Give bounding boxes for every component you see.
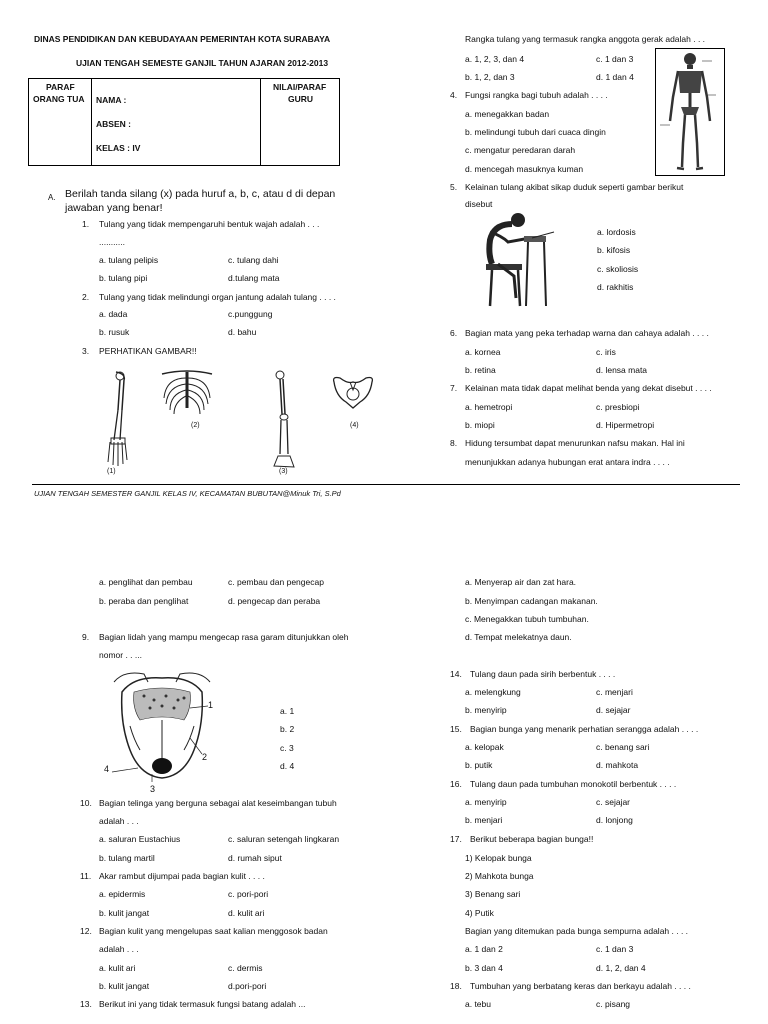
q4-option-c: c. mengatur peredaran darah <box>465 145 576 155</box>
q17-option-d: d. 1, 2, dan 4 <box>596 963 646 973</box>
q11-option-a: a. epidermis <box>99 889 146 899</box>
q7-option-a: a. hemetropi <box>465 402 513 412</box>
q17-number: 17. <box>450 834 462 844</box>
q17-question: Bagian yang ditemukan pada bunga sempurna adalah . . . . <box>465 926 689 936</box>
q14-option-d: d. sejajar <box>596 705 631 715</box>
q14-option-c: c. menjari <box>596 687 633 697</box>
q9-option-c: c. 3 <box>280 743 294 753</box>
q2-option-c: c.punggung <box>228 309 273 319</box>
q9-option-b: b. 2 <box>280 724 295 734</box>
q4-number: 4. <box>450 90 458 100</box>
r-top-text: Rangka tulang yang termasuk rangka anggota gerak adalah . . . <box>465 34 706 44</box>
q17-option-c: c. 1 dan 3 <box>596 944 634 954</box>
footer-text: UJIAN TENGAH SEMESTER GANJIL KELAS IV, KECAMATAN BUBUTAN@Minuk Tri, S.Pd <box>34 489 341 498</box>
q7-number: 7. <box>450 383 458 393</box>
absen-field: ABSEN : <box>96 119 131 129</box>
q9-number: 9. <box>82 632 90 642</box>
q7-option-b: b. miopi <box>465 420 495 430</box>
orang-tua-label: ORANG TUA <box>33 94 85 104</box>
q3-text: PERHATIKAN GAMBAR!! <box>99 346 197 356</box>
q12-text-1: Bagian kulit yang mengelupas saat kalian menggosok badan <box>99 926 328 936</box>
q1-option-c: c. tulang dahi <box>228 255 279 265</box>
q10-text-2: adalah . . . <box>99 816 139 826</box>
q17-text: Berikut beberapa bagian bunga!! <box>470 834 594 844</box>
q18-option-c: c. pisang <box>596 999 631 1009</box>
q2-number: 2. <box>82 292 90 302</box>
fig-label-3: (3) <box>279 468 288 475</box>
q14-option-b: b. menyirip <box>465 705 507 715</box>
q11-option-b: b. kulit jangat <box>99 908 150 918</box>
q10-option-a: a. saluran Eustachius <box>99 834 181 844</box>
q1-option-d: d.tulang mata <box>228 273 280 283</box>
q8-option-c: c. pembau dan pengecap <box>228 577 324 587</box>
leg-bone-figure <box>266 370 300 470</box>
q16-option-c: c. sejajar <box>596 797 631 807</box>
q11-option-c: c. pori-pori <box>228 889 269 899</box>
q18-text: Tumbuhan yang berbatang keras dan berkayu adalah . . . . <box>470 981 691 991</box>
q1-dots: ........... <box>99 237 125 247</box>
q6-option-b: b. retina <box>465 365 496 375</box>
q15-number: 15. <box>450 724 462 734</box>
posture-figure <box>472 206 558 310</box>
fig-label-4: (4) <box>350 422 359 429</box>
tongue-label-3: 3 <box>150 784 156 794</box>
q16-option-d: d. lonjong <box>596 815 633 825</box>
q15-option-c: c. benang sari <box>596 742 650 752</box>
q16-option-a: a. menyirip <box>465 797 507 807</box>
arm-bone-figure <box>96 370 140 470</box>
ribcage-figure <box>158 368 216 423</box>
q12-option-d: d.pori-pori <box>228 981 267 991</box>
q9-text-1: Bagian lidah yang mampu mengecap rasa garam ditunjukkan oleh <box>99 632 349 642</box>
kelas-field: KELAS : IV <box>96 143 141 153</box>
q3-number: 3. <box>82 346 90 356</box>
header-line1: DINAS PENDIDIKAN DAN KEBUDAYAAN PEMERINTAH KOTA SURABAYA <box>34 34 331 44</box>
q7-text: Kelainan mata tidak dapat melihat benda yang dekat disebut . . . . <box>465 383 712 393</box>
r-top-option-c: c. 1 dan 3 <box>596 54 634 64</box>
q8-option-d: d. pengecap dan peraba <box>228 596 321 606</box>
q11-text: Akar rambut dijumpai pada bagian kulit . . . . <box>99 871 265 881</box>
q18-option-a: a. tebu <box>465 999 491 1009</box>
q8-option-a: a. penglihat dan pembau <box>99 577 193 587</box>
q16-option-b: b. menjari <box>465 815 503 825</box>
q12-option-b: b. kulit jangat <box>99 981 150 991</box>
q8-text-2: menunjukkan adanya hubungan erat antara indra . . . . <box>465 457 670 467</box>
q11-number: 11. <box>80 871 92 881</box>
q9-option-d: d. 4 <box>280 761 295 771</box>
skeleton-figure <box>655 48 725 176</box>
q6-number: 6. <box>450 328 458 338</box>
q5-text-2: disebut <box>465 199 493 209</box>
footer-divider <box>32 484 740 485</box>
guru-label: GURU <box>288 94 314 104</box>
q12-option-a: a. kulit ari <box>99 963 136 973</box>
tongue-figure <box>104 668 220 786</box>
q6-text: Bagian mata yang peka terhadap warna dan cahaya adalah . . . . <box>465 328 709 338</box>
section-instruction-2: jawaban yang benar! <box>65 202 163 214</box>
q2-option-b: b. rusuk <box>99 327 130 337</box>
q9-text-2: nomor . . ... <box>99 650 142 660</box>
q14-number: 14. <box>450 669 462 679</box>
q13-number: 13. <box>80 999 92 1009</box>
q13-text: Berikut ini yang tidak termasuk fungsi batang adalah ... <box>99 999 306 1009</box>
q5-option-c: c. skoliosis <box>597 264 639 274</box>
q1-number: 1. <box>82 219 90 229</box>
paraf-label: PARAF <box>46 82 75 92</box>
q4-option-a: a. menegakkan badan <box>465 109 550 119</box>
q10-option-d: d. rumah siput <box>228 853 282 863</box>
r-top-option-b: b. 1, 2, dan 3 <box>465 72 515 82</box>
tongue-label-4: 4 <box>104 764 110 774</box>
q15-option-b: b. putik <box>465 760 493 770</box>
q10-text-1: Bagian telinga yang berguna sebagai alat keseimbangan tubuh <box>99 798 337 808</box>
q1-text: Tulang yang tidak mempengaruhi bentuk wajah adalah . . . <box>99 219 320 229</box>
q2-option-a: a. dada <box>99 309 128 319</box>
q7-option-c: c. presbiopi <box>596 402 640 412</box>
section-letter: A. <box>48 193 56 202</box>
q17-option-a: a. 1 dan 2 <box>465 944 503 954</box>
header-line2: UJIAN TENGAH SEMESTE GANJIL TAHUN AJARAN 2012-2013 <box>76 58 329 68</box>
q10-number: 10. <box>80 798 92 808</box>
q5-number: 5. <box>450 182 458 192</box>
q12-text-2: adalah . . . <box>99 944 139 954</box>
q6-option-a: a. kornea <box>465 347 501 357</box>
nama-field: NAMA : <box>96 95 127 105</box>
q11-option-d: d. kulit ari <box>228 908 265 918</box>
section-instruction-1: Berilah tanda silang (x) pada huruf a, b, c, atau d di depan <box>65 188 336 200</box>
q5-option-d: d. rakhitis <box>597 282 634 292</box>
q13-option-d: d. Tempat melekatnya daun. <box>465 632 572 642</box>
q2-option-d: d. bahu <box>228 327 257 337</box>
q14-text: Tulang daun pada sirih berbentuk . . . . <box>470 669 616 679</box>
q8-text-1: Hidung tersumbat dapat menurunkan nafsu makan. Hal ini <box>465 438 685 448</box>
q8-number: 8. <box>450 438 458 448</box>
pelvis-figure <box>330 374 376 414</box>
q15-option-a: a. kelopak <box>465 742 504 752</box>
q16-text: Tulang daun pada tumbuhan monokotil berbentuk . . . . <box>470 779 677 789</box>
q4-option-b: b. melindungi tubuh dari cuaca dingin <box>465 127 606 137</box>
q5-option-b: b. kifosis <box>597 245 631 255</box>
q12-number: 12. <box>80 926 92 936</box>
q13-option-a: a. Menyerap air dan zat hara. <box>465 577 577 587</box>
r-top-option-a: a. 1, 2, 3, dan 4 <box>465 54 525 64</box>
q8-option-b: b. peraba dan penglihat <box>99 596 189 606</box>
q5-text-1: Kelainan tulang akibat sikap duduk seperti gambar berikut <box>465 182 684 192</box>
q1-option-a: a. tulang pelipis <box>99 255 159 265</box>
q10-option-c: c. saluran setengah lingkaran <box>228 834 340 844</box>
q13-option-b: b. Menyimpan cadangan makanan. <box>465 596 598 606</box>
q4-option-d: d. mencegah masuknya kuman <box>465 164 584 174</box>
q7-option-d: d. Hipermetropi <box>596 420 655 430</box>
q15-text: Bagian bunga yang menarik perhatian serangga adalah . . . . <box>470 724 699 734</box>
fig-label-2: (2) <box>191 422 200 429</box>
q1-option-b: b. tulang pipi <box>99 273 148 283</box>
q17-item-2: 2) Mahkota bunga <box>465 871 534 881</box>
q10-option-b: b. tulang martil <box>99 853 155 863</box>
q4-text: Fungsi rangka bagi tubuh adalah . . . . <box>465 90 608 100</box>
q6-option-d: d. lensa mata <box>596 365 648 375</box>
q14-option-a: a. melengkung <box>465 687 521 697</box>
r-top-option-d: d. 1 dan 4 <box>596 72 634 82</box>
q17-item-3: 3) Benang sari <box>465 889 521 899</box>
tongue-label-2: 2 <box>202 752 208 762</box>
q17-item-4: 4) Putik <box>465 908 494 918</box>
q16-number: 16. <box>450 779 462 789</box>
tongue-label-1: 1 <box>208 700 214 710</box>
q18-number: 18. <box>450 981 462 991</box>
q9-option-a: a. 1 <box>280 706 295 716</box>
nilai-label: NILAI/PARAF <box>273 82 327 92</box>
q17-item-1: 1) Kelopak bunga <box>465 853 532 863</box>
q2-text: Tulang yang tidak melindungi organ jantung adalah tulang . . . . <box>99 292 336 302</box>
q6-option-c: c. iris <box>596 347 616 357</box>
q12-option-c: c. dermis <box>228 963 263 973</box>
q13-option-c: c. Menegakkan tubuh tumbuhan. <box>465 614 589 624</box>
q5-option-a: a. lordosis <box>597 227 636 237</box>
q15-option-d: d. mahkota <box>596 760 639 770</box>
q17-option-b: b. 3 dan 4 <box>465 963 503 973</box>
fig-label-1: (1) <box>107 468 116 475</box>
